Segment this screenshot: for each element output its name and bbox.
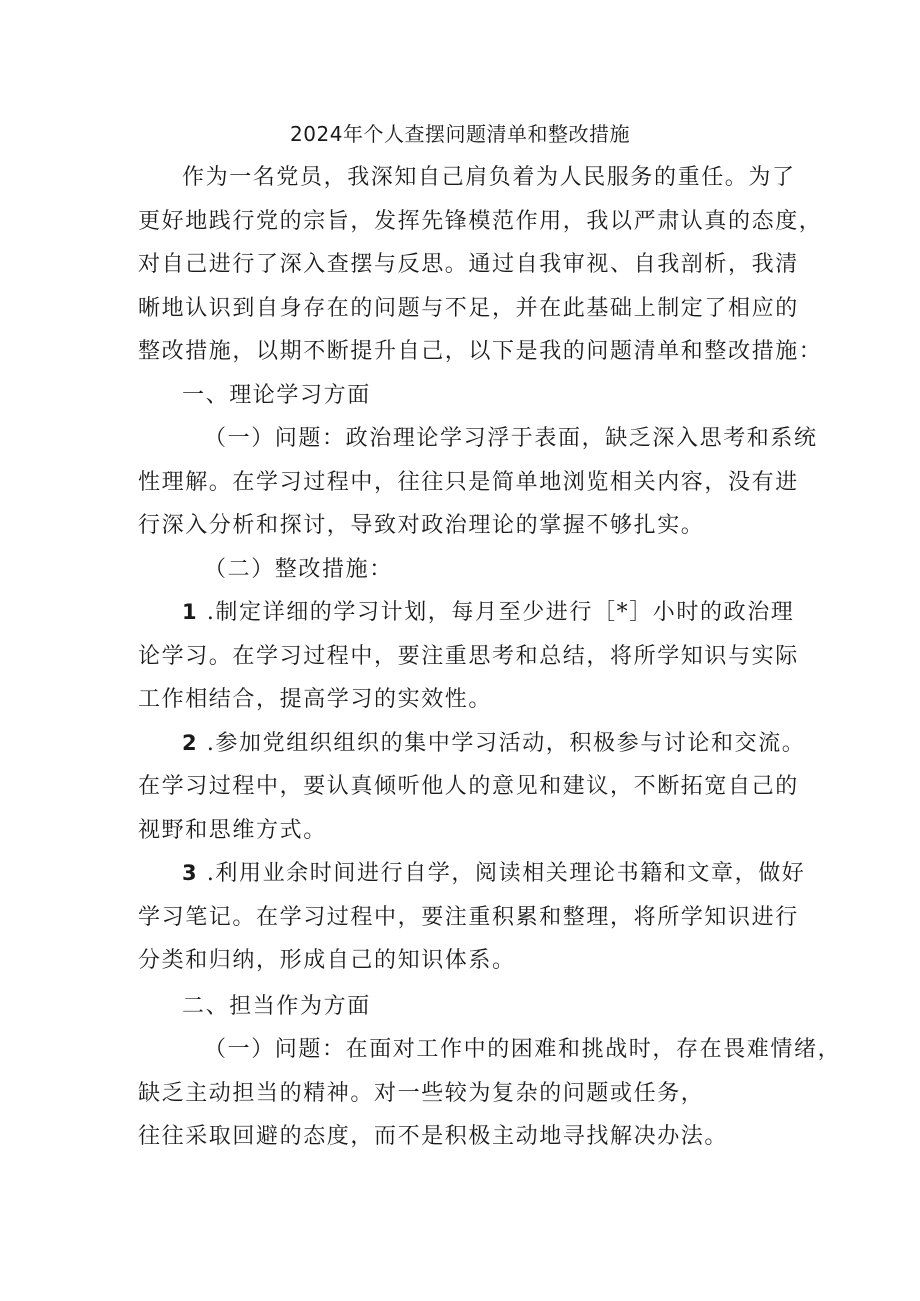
text-line: 性理解。在学习过程中，往往只是简单地浏览相关内容，没有进 (138, 469, 799, 495)
text-line: 更好地践行党的宗旨，发挥先锋模范作用，我以严肃认真的态度， (138, 208, 823, 234)
measure-item-3 (138, 852, 806, 983)
item-number: 1 (182, 600, 199, 624)
text-line: 作为一名党员，我深知自己肩负着为人民服务的重任。为了 (182, 165, 796, 190)
text-line (138, 591, 798, 635)
section-heading-theory (138, 374, 798, 418)
item-text: .参加党组织组织的集中学习活动，积极参与讨论和交流。 (206, 730, 806, 756)
text-line: 行深入分析和探讨，导致对政治理论的掌握不够扎实。 (138, 513, 705, 538)
measure-item-2 (138, 722, 806, 853)
text-line: 工作相结合，提高学习的实效性。 (138, 687, 493, 712)
text-line: 晰地认识到自身存在的问题与不足，并在此基础上制定了相应的 (138, 295, 799, 321)
item-text: .制定详细的学习计划，每月至少进行［*］小时的政治理 (206, 600, 795, 625)
problem-paragraph-theory (138, 417, 818, 548)
measures-heading-theory (138, 548, 798, 592)
item-number: 3 (182, 861, 199, 885)
text-line (138, 722, 806, 766)
problem-paragraph-responsibility (138, 1028, 842, 1159)
intro-paragraph (138, 156, 823, 374)
text-line: （二）整改措施： (204, 556, 393, 582)
text-line: 分类和归纳，形成自己的知识体系。 (138, 948, 516, 973)
text-line: 一、理论学习方面 (182, 382, 371, 408)
text-line: 往往采取回避的态度，而不是积极主动地寻找解决办法。 (138, 1124, 729, 1149)
text-line: 对自己进行了深入查摆与反思。通过自我审视、自我剖析，我清 (138, 252, 799, 277)
text-line: 二、担当作为方面 (182, 993, 371, 1019)
text-line: 论学习。在学习过程中，要注重思考和总结，将所学知识与实际 (138, 643, 799, 669)
document-title: 2024年个人查摆问题清单和整改措施 (290, 122, 630, 146)
text-line: 整改措施，以期不断提升自己，以下是我的问题清单和整改措施： (138, 339, 823, 364)
section-heading-responsibility (138, 985, 798, 1029)
text-line: （一）问题：在面对工作中的困难和挑战时，存在畏难情绪， (204, 1037, 842, 1062)
text-line: （一）问题：政治理论学习浮于表面，缺乏深入思考和系统 (204, 426, 818, 451)
measure-item-1 (138, 591, 798, 722)
text-line: 缺乏主动担当的精神。对一些较为复杂的问题或任务， (138, 1080, 705, 1106)
text-line: 在学习过程中，要认真倾听他人的意见和建议，不断拓宽自己的 (138, 774, 799, 799)
document-body (138, 156, 842, 1159)
item-text: .利用业余时间进行自学，阅读相关理论书籍和文章，做好 (206, 861, 806, 886)
text-line: 学习笔记。在学习过程中，要注重积累和整理，将所学知识进行 (138, 904, 799, 930)
text-line (138, 852, 806, 896)
text-line: 视野和思维方式。 (138, 817, 327, 843)
item-number: 2 (182, 730, 199, 755)
